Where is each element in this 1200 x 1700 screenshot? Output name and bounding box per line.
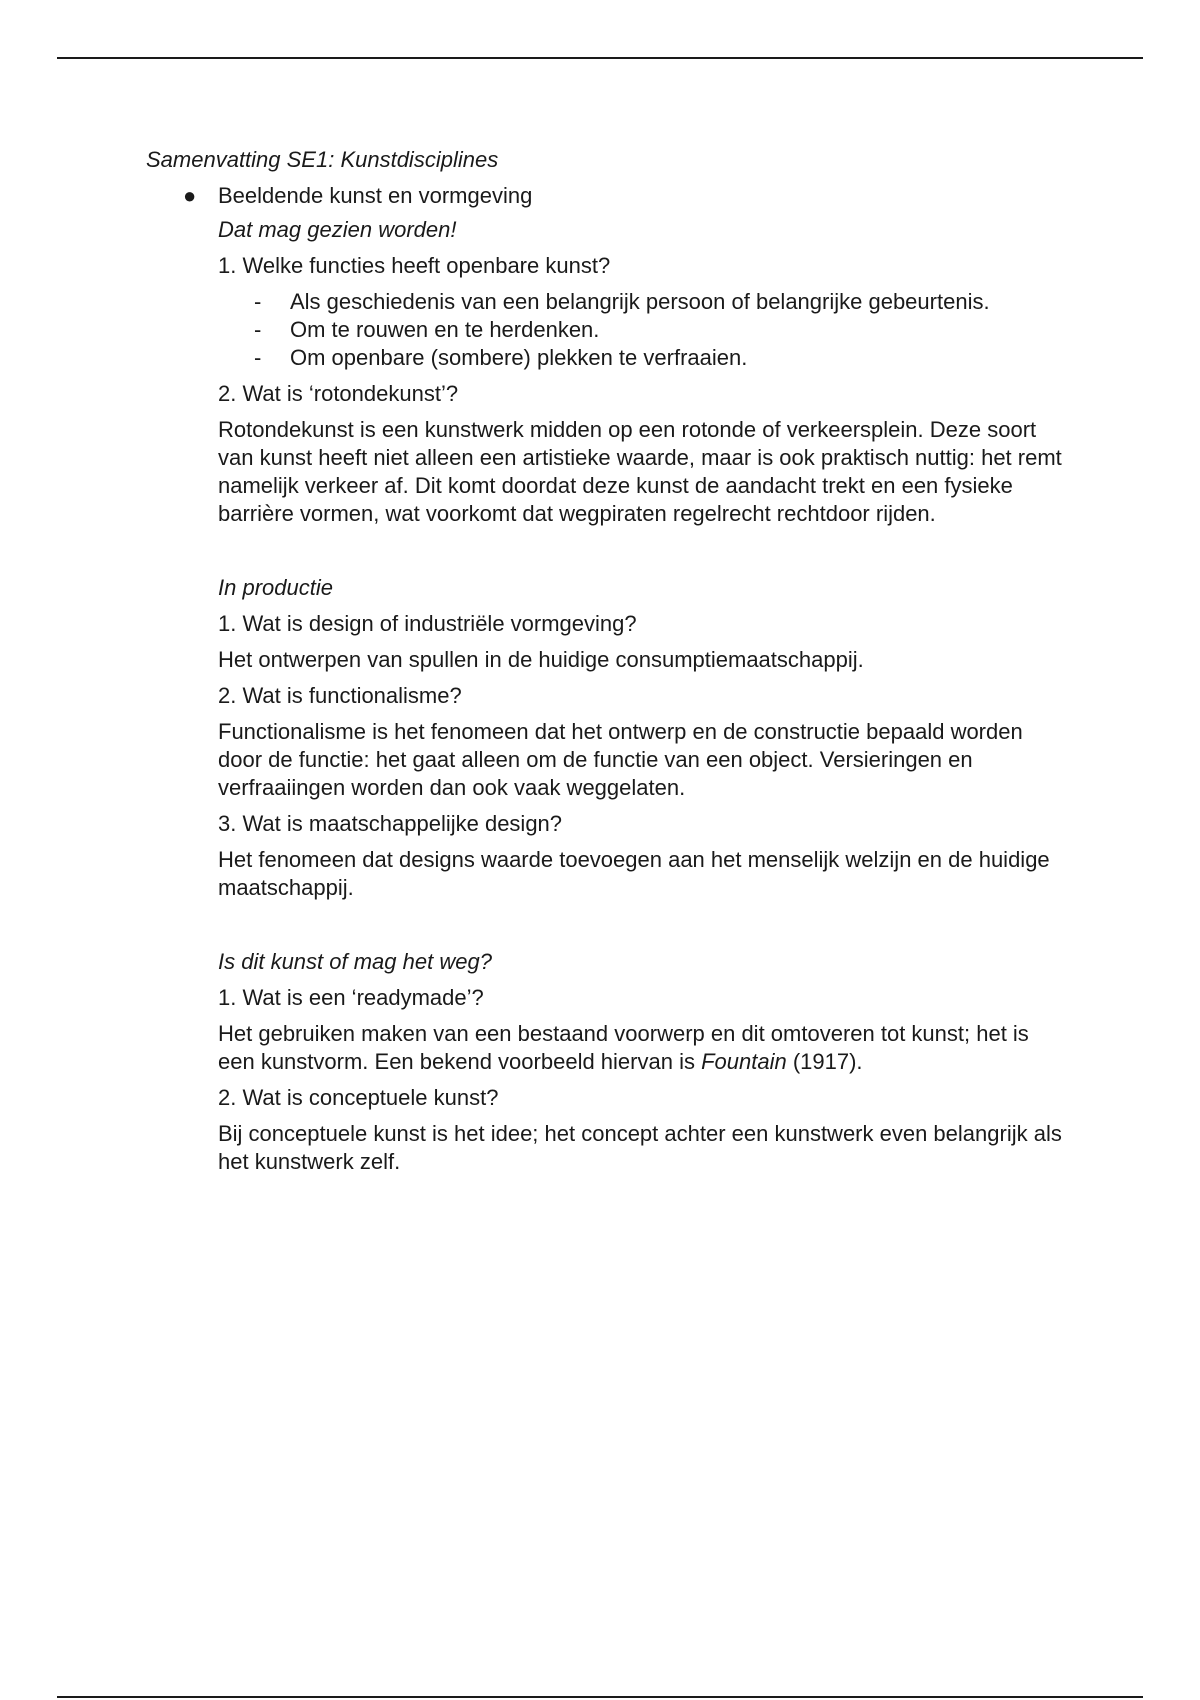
section-spacer bbox=[146, 910, 1066, 948]
answer-text: (1917). bbox=[792, 1049, 863, 1074]
answer bbox=[218, 1020, 1066, 1076]
section-dat-mag-gezien-worden bbox=[146, 216, 1066, 528]
question: 2. Wat is conceptuele kunst? bbox=[218, 1085, 499, 1110]
list-item-text: Als geschiedenis van een belangrijk persoon of belangrijke gebeurtenis. bbox=[290, 289, 990, 314]
answer-text: Het gebruiken maken van een bestaand voorwerp en dit omtoveren tot kunst; het is een kunstvorm. Een bekend voorbeeld hiervan is bbox=[218, 1021, 1029, 1074]
dash-icon: - bbox=[254, 345, 262, 370]
document-body bbox=[146, 146, 1066, 1184]
section-spacer bbox=[146, 536, 1066, 574]
list-item bbox=[218, 344, 1066, 372]
dash-list bbox=[218, 288, 1066, 372]
question: 1. Wat is design of industriële vormgeving? bbox=[218, 611, 637, 636]
question: 1. Welke functies heeft openbare kunst? bbox=[218, 253, 611, 278]
answer: Functionalisme is het fenomeen dat het ontwerp en de constructie bepaald worden door de functie: het gaat alleen om de functie van een object. Versieringen en verfraaiingen worden dan ook vaak weggelaten. bbox=[218, 719, 1023, 800]
question: 2. Wat is ‘rotondekunst’? bbox=[218, 381, 459, 406]
list-item bbox=[218, 316, 1066, 344]
bullet-item bbox=[146, 182, 1066, 210]
section-is-dit-kunst bbox=[146, 948, 1066, 1176]
answer: Het fenomeen dat designs waarde toevoegen aan het menselijk welzijn en de huidige maatschappij. bbox=[218, 847, 1050, 900]
section-heading: Is dit kunst of mag het weg? bbox=[218, 949, 492, 974]
answer: Bij conceptuele kunst is het idee; het concept achter een kunstwerk even belangrijk als het kunstwerk zelf. bbox=[218, 1121, 1062, 1174]
footer-rule bbox=[57, 1696, 1143, 1698]
bullet-label: Beeldende kunst en vormgeving bbox=[218, 183, 533, 208]
dash-icon: - bbox=[254, 289, 262, 314]
bullet-icon: ● bbox=[183, 183, 197, 208]
answer: Rotondekunst is een kunstwerk midden op een rotonde of verkeersplein. Deze soort van kunst heeft niet alleen een artistieke waarde, maar is ook praktisch nuttig: het remt namelijk verkeer af. Dit komt doordat deze kunst de aandacht trekt en een fysieke barrière vormen, wat voorkomt dat wegpiraten regelrecht rechtdoor rijden. bbox=[218, 417, 1062, 526]
list-item-text: Om openbare (sombere) plekken te verfraaien. bbox=[290, 345, 748, 370]
list-item bbox=[218, 288, 1066, 316]
answer: Het ontwerpen van spullen in de huidige consumptiemaatschappij. bbox=[218, 647, 864, 672]
question: 3. Wat is maatschappelijke design? bbox=[218, 811, 563, 836]
artwork-title: Fountain bbox=[701, 1049, 787, 1074]
question: 2. Wat is functionalisme? bbox=[218, 683, 462, 708]
question: 1. Wat is een ‘readymade’? bbox=[218, 985, 484, 1010]
section-in-productie bbox=[146, 574, 1066, 902]
section-heading: Dat mag gezien worden! bbox=[218, 217, 457, 242]
dash-icon: - bbox=[254, 317, 262, 342]
section-heading: In productie bbox=[218, 575, 333, 600]
list-item-text: Om te rouwen en te herdenken. bbox=[290, 317, 600, 342]
header-rule bbox=[57, 57, 1143, 59]
document-title: Samenvatting SE1: Kunstdisciplines bbox=[146, 147, 499, 172]
